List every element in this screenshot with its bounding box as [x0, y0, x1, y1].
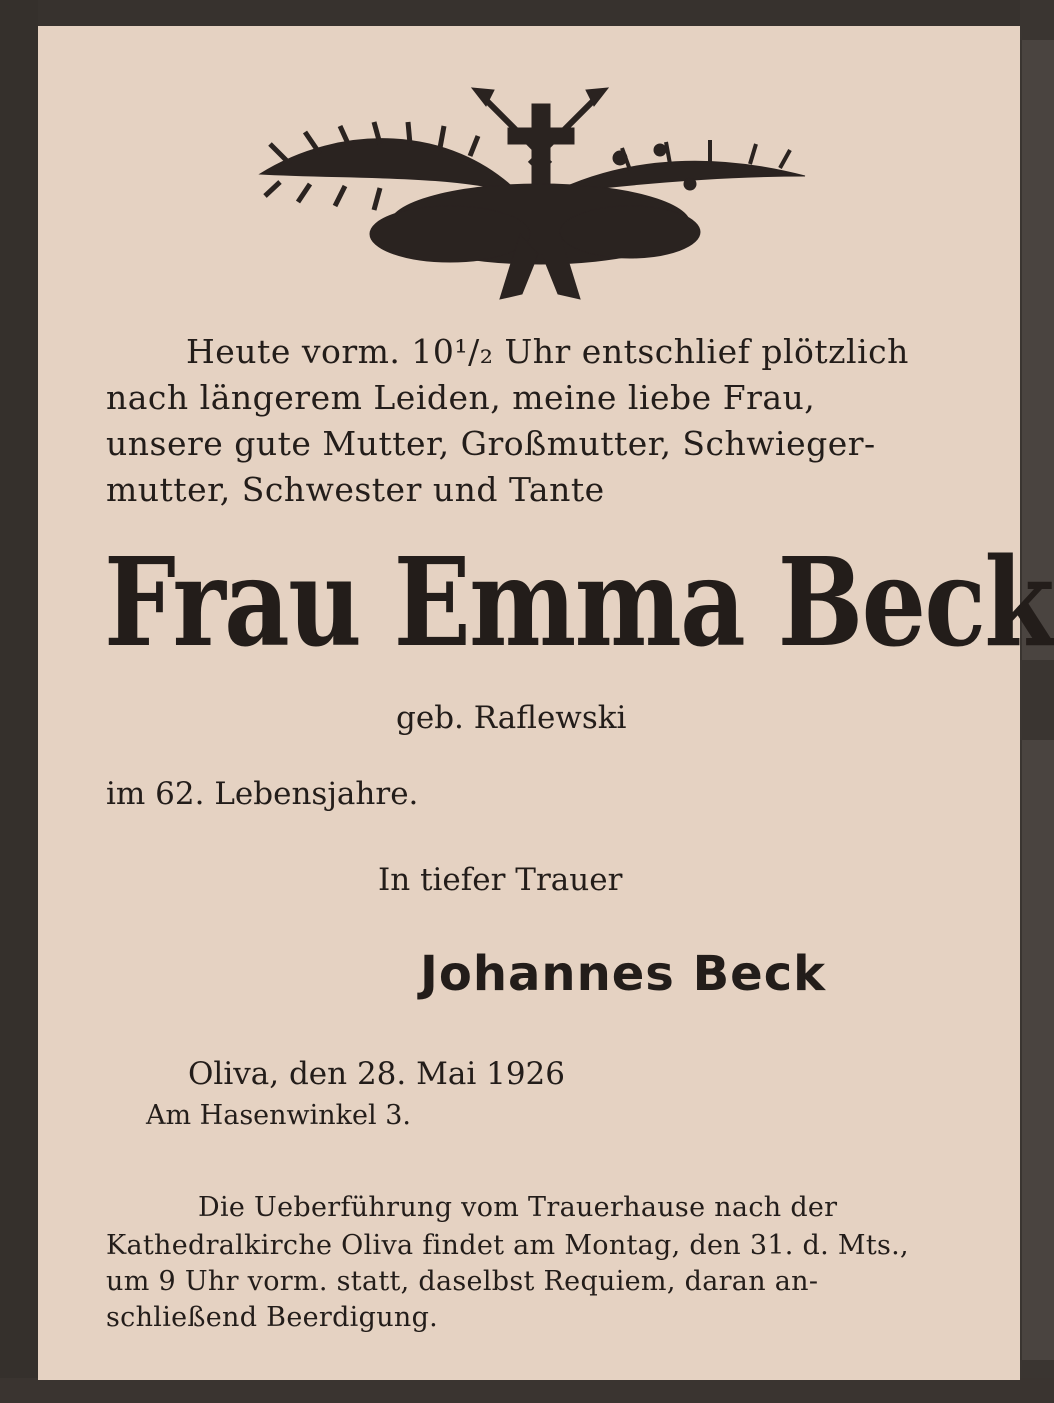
- mourner-name: Johannes Beck: [420, 946, 827, 1002]
- mourning-line: In tiefer Trauer: [378, 862, 623, 898]
- deceased-name: Frau Emma Beck: [104, 530, 1053, 674]
- funeral-line-3: um 9 Uhr vorm. statt, daselbst Requiem, daran an-: [106, 1266, 819, 1297]
- border-left: [0, 0, 38, 1403]
- funeral-line-2: Kathedralkirche Oliva findet am Montag, den 31. d. Mts.,: [106, 1230, 909, 1261]
- address: Am Hasenwinkel 3.: [146, 1100, 412, 1131]
- border-bottom: [0, 1378, 1054, 1403]
- funeral-line-4: schließend Beerdigung.: [106, 1302, 439, 1333]
- intro-line-4: mutter, Schwester und Tante: [106, 470, 605, 509]
- intro-line-2: nach längerem Leiden, meine liebe Frau,: [106, 378, 816, 417]
- maiden-name: geb. Raflewski: [396, 700, 627, 736]
- intro-line-3: unsere gute Mutter, Großmutter, Schwieger-: [106, 424, 876, 463]
- age-line: im 62. Lebensjahre.: [106, 776, 419, 812]
- intro-line-1: Heute vorm. 10¹/₂ Uhr entschlief plötzlich: [186, 332, 909, 371]
- funeral-line-1: Die Ueberführung vom Trauerhause nach der: [198, 1192, 838, 1223]
- place-date: Oliva, den 28. Mai 1926: [188, 1056, 565, 1092]
- cross-wreath-emblem: [250, 84, 810, 304]
- border-top: [0, 0, 1054, 28]
- border-right-strip-lower: [1022, 740, 1054, 1360]
